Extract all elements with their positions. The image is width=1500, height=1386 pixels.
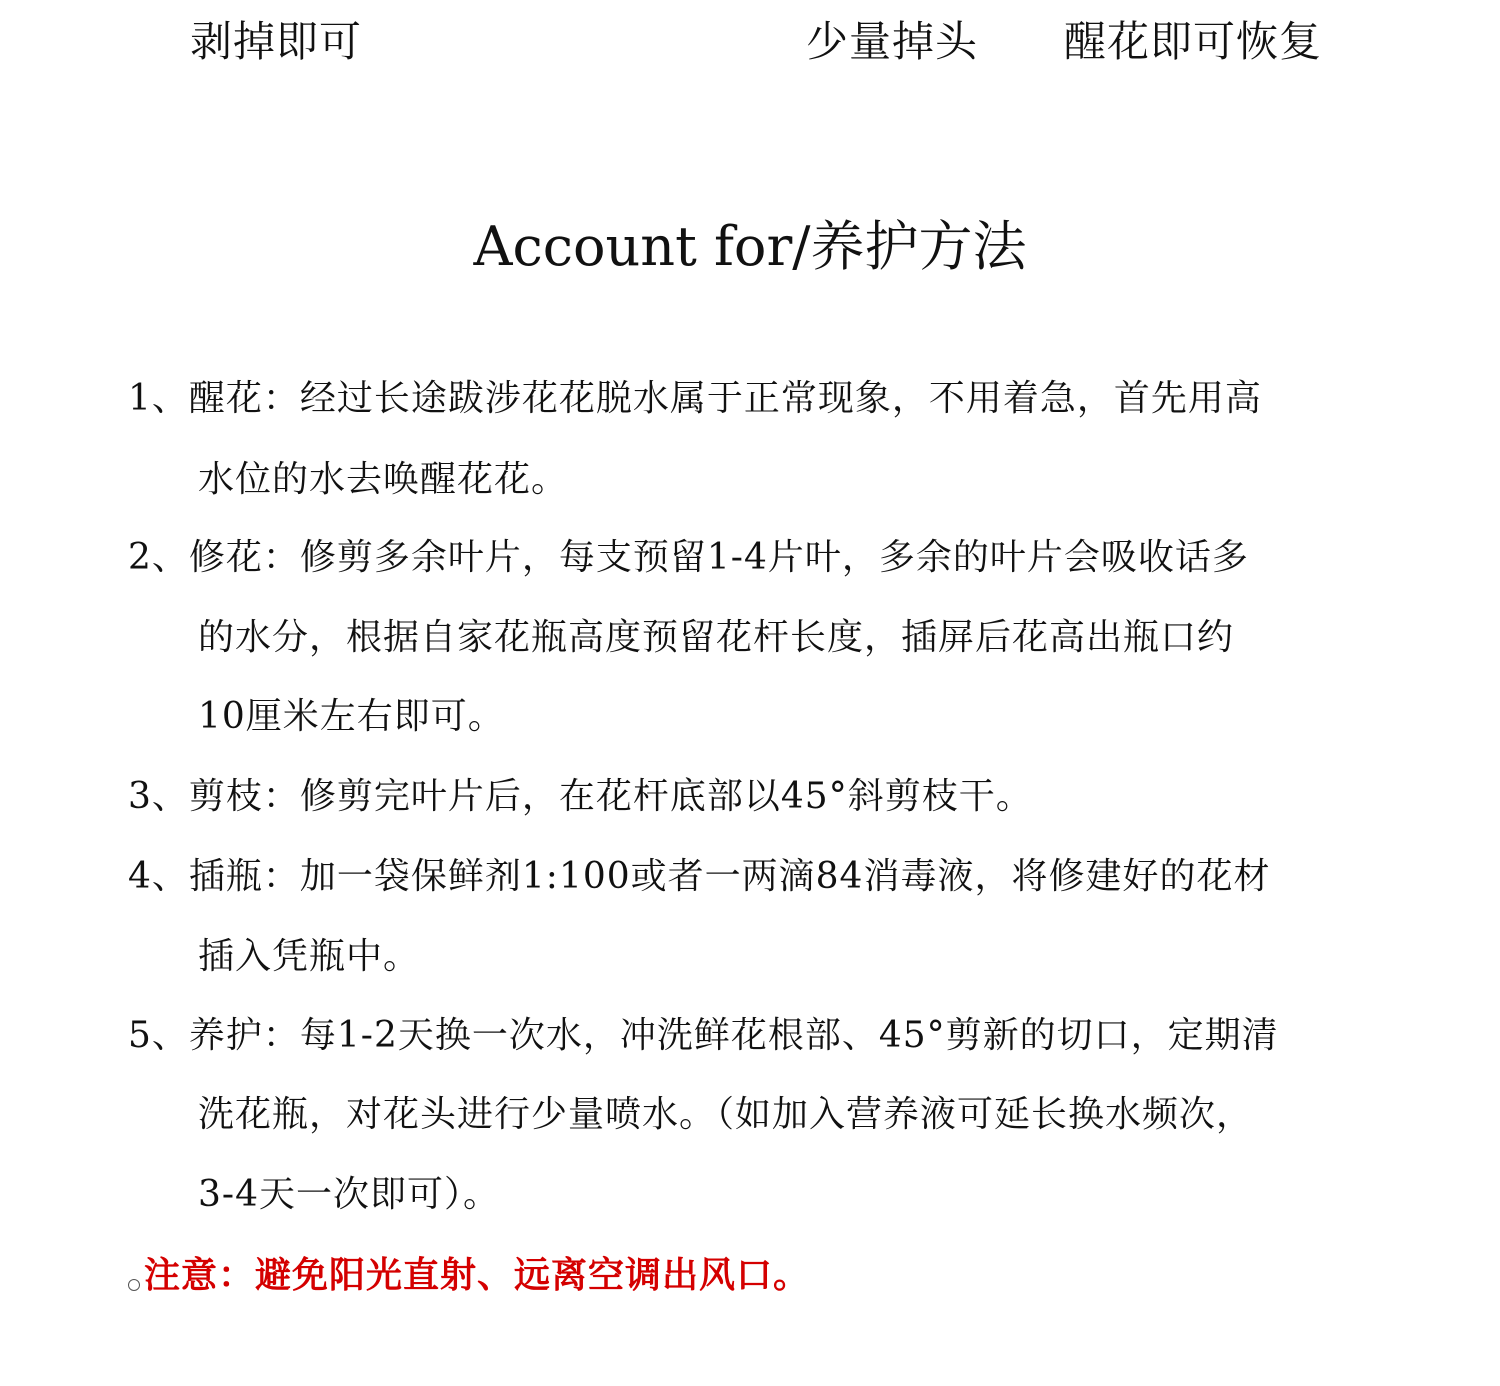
care-step-1-line-1: 1、醒花：经过长途跋涉花花脱水属于正常现象，不用着急，首先用高 bbox=[128, 378, 1262, 419]
care-step-1-line-2: 水位的水去唤醒花花。 bbox=[198, 459, 569, 500]
warning-notice bbox=[128, 1250, 810, 1300]
care-step-4-line-2: 插入凭瓶中。 bbox=[198, 936, 421, 977]
care-step-5-line-2: 洗花瓶，对花头进行少量喷水。（如加入营养液可延长换水频次， bbox=[198, 1094, 1254, 1135]
care-step-3-line-1: 3、剪枝：修剪完叶片后，在花杆底部以45°斜剪枝干。 bbox=[128, 776, 1033, 817]
care-step-4-line-1: 4、插瓶：加一袋保鲜剂1:100或者一两滴84消毒液，将修建好的花材 bbox=[128, 856, 1271, 897]
care-step-5-line-3: 3-4天一次即可）。 bbox=[198, 1174, 500, 1215]
care-step-2-line-3: 10厘米左右即可。 bbox=[198, 696, 505, 737]
care-step-2-line-1: 2、修花：修剪多余叶片，每支预留1-4片叶，多余的叶片会吸收话多 bbox=[128, 537, 1249, 578]
paragraph-mark-icon bbox=[128, 1279, 140, 1291]
care-step-5-line-1: 5、养护：每1-2天换一次水，冲洗鲜花根部、45°剪新的切口，定期清 bbox=[128, 1015, 1279, 1056]
top-label-left: 剥掉即可 bbox=[190, 17, 363, 66]
care-step-2-line-2: 的水分，根据自家花瓶高度预留花杆长度，插屏后花高出瓶口约 bbox=[198, 617, 1235, 658]
top-label-middle: 少量掉头 bbox=[806, 17, 979, 66]
page-title: Account for/养护方法 bbox=[473, 215, 1027, 278]
top-label-right: 醒花即可恢复 bbox=[1064, 17, 1323, 66]
warning-notice-text: 注意：避免阳光直射、远离空调出风口。 bbox=[144, 1254, 811, 1296]
